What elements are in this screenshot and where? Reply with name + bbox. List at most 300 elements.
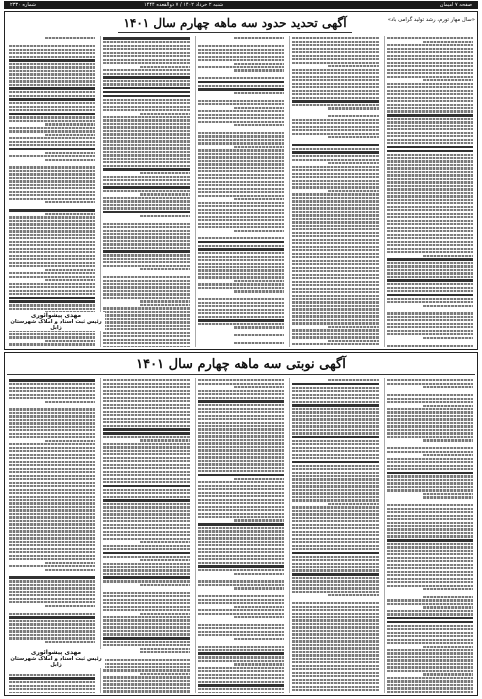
text-line	[103, 314, 189, 316]
text-line	[292, 267, 378, 269]
text-line	[103, 510, 189, 512]
text-line	[198, 488, 284, 490]
text-line	[292, 584, 378, 586]
text-line	[9, 426, 95, 428]
text-line	[9, 447, 95, 449]
text-line	[198, 259, 284, 261]
text-line	[387, 312, 473, 314]
text-line	[387, 301, 473, 303]
text-line	[198, 121, 284, 123]
text-line	[292, 256, 378, 258]
text-line	[387, 486, 473, 488]
text-line	[198, 309, 284, 311]
text-line	[103, 464, 189, 466]
signature-block	[7, 649, 105, 668]
text-line	[198, 534, 284, 536]
text-line	[103, 119, 189, 121]
text-line	[103, 240, 189, 242]
text-line	[292, 425, 378, 427]
text-line	[9, 584, 95, 586]
text-line	[103, 428, 189, 431]
text-line	[387, 65, 473, 67]
text-line	[292, 90, 378, 92]
text-line	[387, 323, 473, 325]
text-line	[198, 558, 284, 560]
text-line	[103, 669, 189, 671]
text-line	[387, 230, 473, 232]
text-line	[387, 578, 473, 580]
text-line	[292, 263, 378, 265]
text-line	[103, 335, 189, 337]
text-line	[292, 79, 378, 81]
text-line	[387, 383, 473, 385]
text-line	[387, 508, 473, 510]
text-line	[9, 297, 95, 300]
text-line	[292, 602, 378, 604]
text-line	[292, 465, 378, 467]
text-line	[9, 198, 95, 200]
text-line	[387, 504, 473, 506]
paragraph-gap	[198, 641, 284, 644]
text-line	[292, 538, 378, 540]
text-line	[292, 44, 378, 46]
text-line	[103, 328, 189, 330]
text-line	[423, 405, 473, 407]
text-line	[198, 485, 284, 487]
text-line	[9, 516, 95, 518]
text-line	[45, 159, 95, 161]
paragraph-gap	[387, 308, 473, 311]
text-line	[423, 496, 473, 498]
text-line	[198, 449, 284, 451]
text-line	[292, 312, 378, 314]
text-line	[234, 63, 284, 65]
text-line	[423, 41, 473, 43]
text-line	[387, 319, 473, 321]
text-line	[198, 276, 284, 278]
text-line	[103, 76, 189, 79]
text-line	[292, 492, 378, 494]
paragraph-gap	[198, 233, 284, 236]
text-line	[387, 298, 473, 300]
text-line	[103, 432, 189, 435]
text-line	[9, 513, 95, 515]
text-line	[387, 237, 473, 239]
text-line	[198, 256, 284, 258]
text-line	[140, 215, 190, 217]
text-line	[9, 272, 95, 274]
text-line	[103, 548, 189, 550]
text-line	[292, 422, 378, 424]
text-line	[198, 100, 284, 102]
text-line	[198, 103, 284, 105]
text-line	[198, 77, 284, 79]
paragraph-gap	[292, 140, 378, 143]
text-line	[292, 411, 378, 413]
text-line	[423, 386, 473, 388]
text-line	[387, 518, 473, 520]
text-line	[234, 290, 284, 292]
text-line	[45, 605, 95, 607]
text-line	[387, 216, 473, 218]
text-line	[387, 188, 473, 190]
text-line	[198, 156, 284, 158]
text-line	[198, 287, 284, 289]
text-line	[234, 37, 284, 39]
text-line	[198, 397, 284, 399]
text-line	[387, 432, 473, 434]
text-line	[9, 220, 95, 222]
text-line	[9, 180, 95, 182]
text-line	[198, 56, 284, 58]
text-line	[103, 690, 189, 692]
text-line	[387, 550, 473, 552]
text-line	[103, 223, 189, 225]
paragraph-gap	[198, 73, 284, 76]
text-line	[292, 587, 378, 589]
text-line	[198, 302, 284, 304]
notice-body-columns	[7, 378, 475, 693]
text-line	[292, 468, 378, 470]
text-line	[103, 147, 189, 149]
text-line	[9, 464, 95, 466]
paragraph-gap	[9, 644, 95, 647]
text-line	[387, 142, 473, 144]
text-line	[103, 659, 189, 661]
text-line	[103, 211, 189, 214]
text-line	[292, 48, 378, 50]
text-line	[387, 90, 473, 92]
text-column	[100, 378, 191, 693]
text-line	[387, 326, 473, 328]
text-line	[387, 104, 473, 106]
text-line	[387, 543, 473, 545]
text-line	[9, 144, 95, 146]
text-line	[387, 642, 473, 644]
text-line	[328, 65, 378, 67]
text-line	[198, 442, 284, 444]
text-line	[387, 209, 473, 211]
text-line	[198, 184, 284, 186]
text-line	[234, 107, 284, 109]
text-line	[292, 647, 378, 649]
text-line	[387, 213, 473, 215]
paragraph-gap	[387, 390, 473, 393]
text-line	[292, 122, 378, 124]
text-line	[387, 171, 473, 173]
text-line	[292, 633, 378, 635]
text-line	[387, 107, 473, 109]
text-line	[387, 220, 473, 222]
text-line	[387, 411, 473, 413]
text-line	[103, 492, 189, 494]
signer-role: رئیس ثبت اسناد و املاک شهرستان زابل	[10, 319, 102, 331]
text-line	[387, 539, 473, 542]
text-line	[292, 239, 378, 241]
paragraph-gap	[9, 404, 95, 407]
text-line	[198, 139, 284, 141]
text-line	[387, 135, 473, 137]
text-line	[198, 132, 284, 134]
text-line	[292, 686, 378, 688]
text-line	[328, 107, 378, 109]
text-line	[103, 602, 189, 604]
text-line	[198, 595, 284, 597]
text-line	[198, 513, 284, 515]
text-line	[103, 158, 189, 160]
text-line	[9, 475, 95, 477]
text-line	[9, 551, 95, 553]
text-line	[387, 157, 473, 159]
text-line	[103, 556, 189, 558]
text-line	[387, 86, 473, 88]
text-line	[103, 126, 189, 128]
text-line	[387, 294, 473, 297]
text-line	[387, 574, 473, 576]
text-line	[103, 236, 189, 238]
text-line	[387, 560, 473, 562]
text-line	[198, 602, 284, 604]
text-line	[292, 679, 378, 681]
text-line	[387, 511, 473, 513]
text-line	[198, 117, 284, 119]
text-line	[103, 453, 189, 455]
text-line	[292, 573, 378, 576]
text-line	[198, 418, 284, 420]
text-line	[387, 468, 473, 470]
text-line	[198, 160, 284, 162]
text-line	[198, 660, 284, 662]
text-line	[9, 265, 95, 267]
text-line	[292, 228, 378, 230]
text-line	[387, 603, 473, 605]
text-line	[387, 125, 473, 127]
text-line	[9, 148, 95, 151]
text-line	[292, 661, 378, 663]
text-line	[9, 293, 95, 295]
text-line	[9, 576, 95, 579]
text-line	[198, 174, 284, 176]
text-line	[328, 136, 378, 138]
text-line	[198, 245, 284, 247]
text-line	[328, 162, 378, 164]
text-line	[198, 45, 284, 47]
text-line	[292, 308, 378, 310]
text-line	[103, 666, 189, 668]
text-line	[423, 493, 473, 495]
text-line	[9, 95, 95, 97]
text-line	[103, 83, 189, 85]
text-line	[292, 665, 378, 667]
text-line	[292, 556, 378, 558]
text-line	[198, 509, 284, 511]
text-line	[103, 552, 189, 555]
text-line	[198, 81, 284, 84]
text-line	[292, 58, 378, 60]
paragraph-gap	[9, 669, 95, 672]
text-line	[292, 482, 378, 484]
text-line	[9, 102, 95, 104]
text-line	[198, 188, 284, 190]
text-line	[292, 246, 378, 248]
text-line	[387, 121, 473, 123]
text-line	[103, 400, 189, 402]
text-line	[45, 37, 95, 39]
text-line	[387, 160, 473, 162]
text-line	[387, 628, 473, 630]
text-line	[387, 83, 473, 85]
text-line	[387, 522, 473, 524]
paragraph-gap	[198, 619, 284, 622]
text-line	[103, 644, 189, 646]
text-line	[198, 439, 284, 441]
text-line	[9, 433, 95, 435]
text-line	[9, 544, 95, 546]
text-line	[198, 425, 284, 427]
text-line	[140, 584, 190, 586]
text-line	[103, 626, 189, 628]
text-line	[9, 191, 95, 193]
text-line	[387, 625, 473, 627]
text-line	[292, 654, 378, 656]
text-line	[387, 62, 473, 64]
text-line	[103, 481, 189, 483]
text-line	[387, 118, 473, 120]
text-line	[292, 559, 378, 561]
text-line	[103, 258, 189, 260]
text-line	[292, 69, 378, 71]
text-line	[9, 116, 95, 118]
text-line	[387, 617, 473, 620]
text-line	[140, 268, 190, 270]
text-line	[9, 450, 95, 452]
text-line	[423, 606, 473, 608]
text-line	[103, 73, 189, 75]
text-line	[292, 447, 378, 449]
text-line	[103, 489, 189, 491]
text-line	[9, 415, 95, 417]
text-line	[103, 137, 189, 139]
text-line	[103, 140, 189, 142]
text-line	[292, 619, 378, 621]
text-line	[387, 333, 473, 335]
text-line	[387, 139, 473, 141]
text-line	[387, 72, 473, 74]
text-line	[387, 599, 473, 601]
text-line	[387, 429, 473, 431]
text-line	[328, 379, 378, 381]
text-line	[9, 478, 95, 480]
text-line	[292, 305, 378, 307]
text-line	[387, 680, 473, 682]
text-line	[292, 343, 378, 345]
text-line	[423, 337, 473, 339]
text-line	[292, 432, 378, 434]
text-line	[198, 428, 284, 430]
text-line	[9, 230, 95, 232]
text-line	[103, 233, 189, 235]
text-line	[292, 534, 378, 536]
text-line	[387, 290, 473, 292]
text-line	[9, 558, 95, 560]
text-line	[103, 496, 189, 498]
text-line	[387, 276, 473, 278]
text-line	[198, 646, 284, 648]
paragraph-gap	[198, 591, 284, 594]
text-line	[103, 106, 189, 108]
text-line	[198, 569, 284, 571]
text-line	[9, 52, 95, 54]
text-line	[234, 573, 284, 575]
text-line	[198, 467, 284, 469]
text-line	[9, 471, 95, 473]
text-line	[387, 670, 473, 672]
text-line	[103, 179, 189, 181]
text-column	[384, 36, 475, 347]
text-line	[387, 436, 473, 438]
text-line	[328, 340, 378, 342]
text-column	[195, 36, 286, 347]
text-line	[292, 499, 378, 501]
text-line	[292, 186, 378, 188]
text-line	[387, 128, 473, 130]
text-line	[387, 178, 473, 180]
paragraph-gap	[9, 205, 95, 208]
text-line	[198, 205, 284, 207]
text-line	[9, 457, 95, 459]
text-line	[103, 102, 189, 104]
text-line	[387, 684, 473, 686]
text-line	[387, 244, 473, 246]
text-line	[9, 155, 95, 157]
text-line	[387, 132, 473, 134]
text-line	[9, 56, 95, 58]
text-line	[9, 127, 95, 129]
text-line	[292, 55, 378, 57]
text-line	[103, 414, 189, 416]
text-line	[103, 293, 189, 295]
text-line	[387, 581, 473, 583]
text-line	[292, 72, 378, 74]
text-line	[387, 687, 473, 689]
text-line	[234, 519, 284, 521]
text-line	[9, 397, 95, 399]
text-line	[387, 181, 473, 183]
text-line	[9, 537, 95, 539]
text-line	[198, 502, 284, 504]
text-line	[198, 393, 284, 395]
text-line	[292, 609, 378, 611]
text-line	[9, 436, 95, 438]
text-line	[9, 262, 95, 264]
text-line	[198, 305, 284, 307]
text-line	[103, 286, 189, 288]
text-line	[103, 318, 189, 320]
text-line	[387, 475, 473, 477]
text-line	[9, 601, 95, 603]
text-line	[9, 499, 95, 501]
text-line	[103, 446, 189, 448]
text-line	[292, 62, 378, 64]
issue-date: شنبه ۲ خرداد ۱۴۰۲ / ۷ ذوالقعده ۱۴۴۴	[144, 2, 224, 8]
text-column	[289, 36, 380, 347]
text-line	[103, 383, 189, 385]
text-line	[387, 532, 473, 534]
paragraph-gap	[103, 655, 189, 658]
text-line	[9, 248, 95, 250]
text-line	[103, 116, 189, 118]
text-line	[387, 248, 473, 250]
